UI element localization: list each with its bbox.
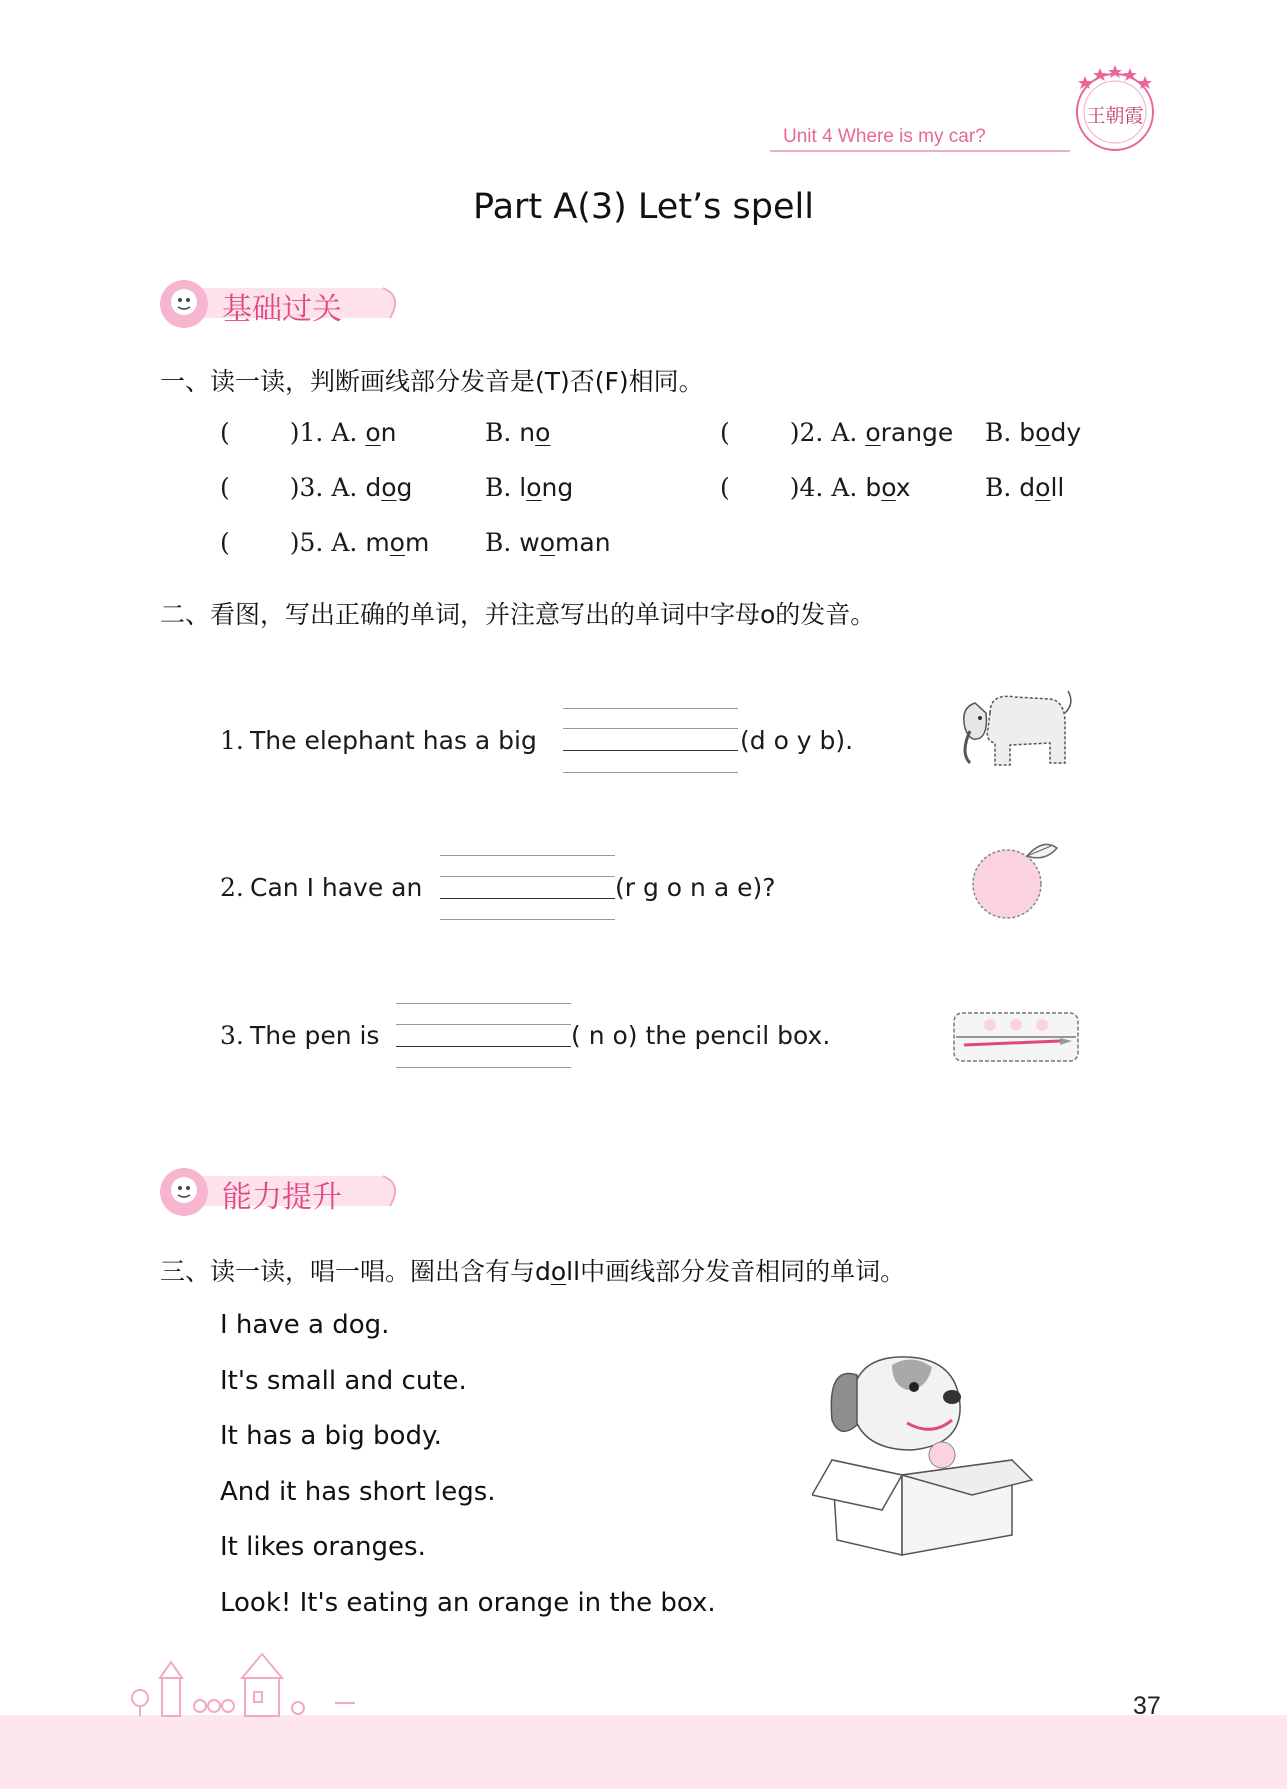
word-part: ng <box>541 473 574 502</box>
song-line: It has a big body. <box>220 1421 442 1451</box>
item-number: 3. <box>299 473 324 502</box>
song-line: It likes oranges. <box>220 1532 426 1562</box>
town-decoration-icon <box>120 1648 400 1718</box>
writing-guide-line <box>440 876 615 877</box>
writing-guide-line <box>563 708 738 709</box>
q1-item <box>720 473 911 502</box>
item-number: 2. <box>799 418 824 447</box>
item-number: 4. <box>799 473 824 502</box>
section-label: 基础过关 <box>222 292 342 327</box>
option-b-label: B. <box>485 528 512 557</box>
q1-item <box>220 418 396 447</box>
underlined-letter: o <box>1035 418 1051 447</box>
underlined-letter: o <box>881 473 896 502</box>
q1-item <box>220 473 412 502</box>
song-line: It's small and cute. <box>220 1365 467 1396</box>
answer-paren[interactable]: ( <box>220 418 230 447</box>
song-line: I have a dog. <box>220 1310 390 1340</box>
answer-blank-2[interactable] <box>440 898 615 899</box>
option-a-word <box>365 473 412 502</box>
answer-blank-3[interactable] <box>396 1046 571 1047</box>
option-a-label: A. <box>831 418 858 447</box>
writing-guide-line <box>396 1024 571 1025</box>
option-b-label: B. <box>485 418 512 447</box>
answer-paren-close: ) <box>289 418 300 447</box>
answer-paren[interactable]: ( <box>720 418 730 447</box>
q1-item <box>220 528 429 557</box>
q2-item-2-text: Can I have an <box>250 873 423 902</box>
word-part: g <box>396 473 413 502</box>
option-a-label: A. <box>331 528 358 557</box>
section-badge-basic <box>158 278 403 330</box>
section-badge-advanced <box>158 1166 403 1218</box>
q1-item-option-b <box>485 528 611 557</box>
underlined-letter: o <box>381 473 397 502</box>
option-b-word <box>519 528 610 557</box>
logo-text: 王朝霞 <box>1086 105 1144 127</box>
word-part: dy <box>1050 418 1082 447</box>
page-title: Part A(3) Let’s spell <box>473 187 814 227</box>
header-divider <box>770 150 1070 152</box>
word-part: w <box>519 528 540 557</box>
answer-paren[interactable]: ( <box>720 473 730 502</box>
underlined-letter: o <box>389 528 405 557</box>
page-number: 37 <box>1133 1692 1161 1720</box>
answer-paren-close: ) <box>289 528 300 557</box>
underlined-letter: o <box>865 418 881 447</box>
q1-item-option-b <box>485 473 573 502</box>
word-part: m <box>404 528 430 557</box>
option-a-word <box>365 418 396 447</box>
word-part: x <box>895 473 911 502</box>
q2-item-1-number: 1. <box>220 726 244 755</box>
word-part: b <box>865 473 882 502</box>
underlined-letter: o <box>526 473 542 502</box>
underlined-letter: o <box>539 528 556 557</box>
writing-guide-line <box>396 1003 571 1004</box>
pencil-box-illustration <box>950 1005 1082 1067</box>
q1-item-option-b <box>985 473 1064 502</box>
option-a-label: A. <box>831 473 858 502</box>
writing-guide-line <box>563 772 738 773</box>
option-a-label: A. <box>331 473 358 502</box>
song-line: And it has short legs. <box>220 1476 496 1507</box>
q3-heading-part: ll中画线部分发音相同的单词。 <box>566 1257 906 1286</box>
answer-paren[interactable]: ( <box>220 473 230 502</box>
section-label: 能力提升 <box>222 1180 342 1215</box>
publisher-logo <box>1070 60 1160 155</box>
answer-paren[interactable]: ( <box>220 528 230 557</box>
question-1-heading: 一、读一读，判断画线部分发音是(T)否(F)相同。 <box>160 367 704 396</box>
word-part: range <box>880 418 954 447</box>
word-part: n <box>380 418 397 447</box>
word-part: ll <box>1050 473 1065 502</box>
unit-header: Unit 4 Where is my car? <box>783 126 986 147</box>
song-line: Look! It's eating an orange in the box. <box>220 1587 716 1618</box>
q3-heading-underlined: o <box>550 1257 567 1286</box>
footer-band <box>0 1715 1287 1789</box>
answer-blank-1[interactable] <box>563 750 738 751</box>
underlined-letter: o <box>1035 473 1051 502</box>
answer-paren-close: ) <box>789 473 800 502</box>
option-b-label: B. <box>985 473 1012 502</box>
writing-guide-line <box>563 728 738 729</box>
option-a-label: A. <box>331 418 358 447</box>
answer-paren-close: ) <box>289 473 300 502</box>
underlined-letter: o <box>365 418 381 447</box>
answer-paren-close: ) <box>789 418 800 447</box>
q2-item-1-text: The elephant has a big <box>250 726 537 755</box>
q2-item-3-number: 3. <box>220 1021 244 1050</box>
option-b-word <box>1019 418 1081 447</box>
q1-item <box>720 418 953 447</box>
option-b-label: B. <box>985 418 1012 447</box>
question-3-heading <box>160 1252 905 1288</box>
question-2-heading: 二、看图，写出正确的单词，并注意写出的单词中字母o的发音。 <box>160 600 876 629</box>
option-a-word <box>865 473 910 502</box>
item-number: 5. <box>299 528 324 557</box>
q1-item-option-b <box>985 418 1081 447</box>
option-b-word <box>1019 473 1064 502</box>
word-part: l <box>519 473 527 502</box>
q3-heading-part: 三、读一读，唱一唱。圈出含有与d <box>160 1257 551 1286</box>
word-part: d <box>365 473 382 502</box>
writing-guide-line <box>440 919 615 920</box>
q2-item-3-hint: ( n o) the pencil box. <box>571 1021 831 1050</box>
q2-item-3-text: The pen is <box>250 1021 380 1050</box>
word-part: n <box>519 418 536 447</box>
option-a-word <box>365 528 429 557</box>
writing-guide-line <box>396 1067 571 1068</box>
word-part: man <box>555 528 611 557</box>
word-part: d <box>1019 473 1036 502</box>
option-b-label: B. <box>485 473 512 502</box>
item-number: 1. <box>299 418 324 447</box>
underlined-letter: o <box>535 418 551 447</box>
q2-item-2-number: 2. <box>220 873 244 902</box>
option-b-word <box>519 418 550 447</box>
word-part: m <box>365 528 390 557</box>
dog-in-box-illustration <box>812 1345 1037 1570</box>
q2-item-2-hint: (r g o n a e)? <box>615 873 776 902</box>
option-b-word <box>519 473 573 502</box>
elephant-illustration <box>950 683 1080 783</box>
q1-item-option-b <box>485 418 550 447</box>
option-a-word <box>865 418 953 447</box>
q2-item-1-hint: (d o y b). <box>740 726 854 755</box>
orange-illustration <box>965 836 1065 921</box>
word-part: b <box>1019 418 1036 447</box>
writing-guide-line <box>440 855 615 856</box>
